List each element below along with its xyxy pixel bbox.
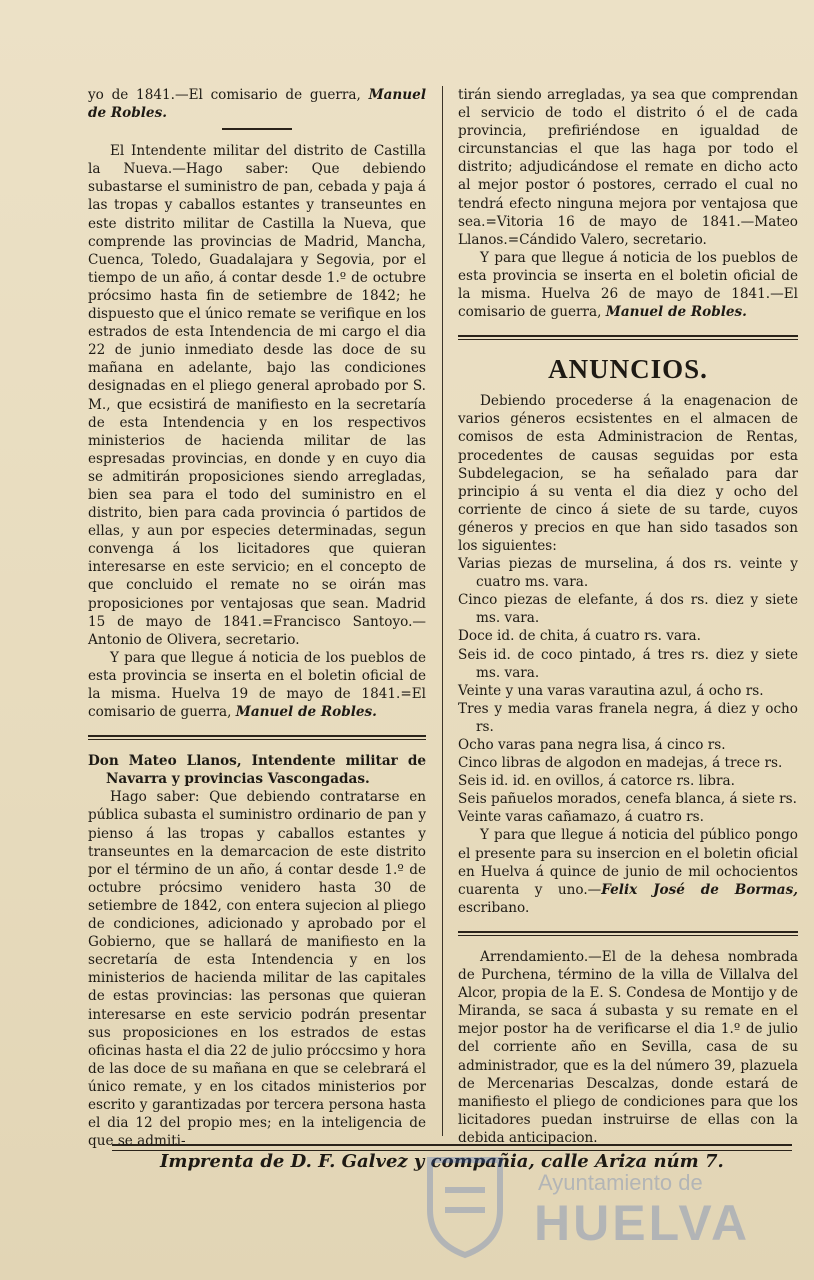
left-notice-title: Don Mateo Llanos, Intendente militar de Navarra y provincias Vascongadas. (88, 753, 426, 788)
right-paragraph-1: tirán siendo arregladas, ya sea que comprendan el servicio de todo el distrito ó el de cada provincia, prefiriéndose en igualdad de circunstancias el que las haga por todo el distrito; adjudicándose el remate en dicho acto al mejor postor ó postores, cerrado el cual no tendrá efecto ninguna mejora por ventajosa que sea.=Vitoria 16 de mayo de 1841.—Mateo Llanos.=Cándido Valero, secretario. (458, 87, 798, 248)
left-paragraph-1: yo de 1841.—El comisario de guerra, Manuel de Robles. (88, 87, 426, 122)
goods-item: Seis id. de coco pintado, á tres rs. diez y siete ms. vara. (458, 646, 798, 681)
goods-item: Seis pañuelos morados, cenefa blanca, á siete rs. (458, 791, 797, 808)
column-rule (442, 86, 443, 1136)
left-paragraph-2: El Intendente militar del distrito de Castilla la Nueva.—Hago saber: Que debiendo subastarse el suministro de pan, cebada y paja á las tropas y caballos estantes y transeuntes en este distrito militar de Castilla la Nueva, que comprende las provincias de Madrid, Mancha, Cuenca, Toledo, Guadalajara y Segovia, por el tiempo de un año, á contar desde 1.º de octubre prócsimo hasta fin de setiembre de 1842; he dispuesto que el único remate se verifique en los estrados de esta Intendencia de mi cargo el dia 22 de junio inmediato desde las doce de su mañana en adelante, bajo las condiciones designadas en el pliego general aprobado por S. M., que ecsistirá de manifiesto en la secretaría de esta Intendencia y en los respectivos ministerios de hacienda militar de las espresadas provincias, en donde y en cuyo dia se admitirán proposiciones siendo arregladas, bien sea para el todo del suministro en el distrito, bien para cada provincia ó partidos de ellas, y aun por especies determinadas, segun convenga á los licitadores que quieran interesarse en este servicio; en el concepto de que concluido el remate no se oirán mas proposiciones por ventajosas que sean. Madrid 15 de mayo de 1841.=Francisco Santoyo.—Antonio de Olivera, secretario. (88, 143, 426, 648)
goods-item: Cinco piezas de elefante, á dos rs. diez y siete ms. vara. (458, 592, 798, 627)
left-column (88, 86, 426, 1150)
section-divider (88, 735, 426, 740)
goods-item: Doce id. de chita, á cuatro rs. vara. (458, 628, 701, 645)
goods-item: Seis id. id. en ovillos, á catorce rs. libra. (458, 773, 735, 790)
right-paragraph-2: Y para que llegue á noticia de los pueblos de esta provincia se inserta en el boletin oficial de la misma. Huelva 26 de mayo de 1841.—El comisario de guerra, Manuel de Robles. (458, 249, 798, 321)
section-divider (458, 931, 798, 936)
goods-item: Cinco libras de algodon en madejas, á trece rs. (458, 755, 783, 772)
anuncios-heading: ANUNCIOS. (548, 354, 708, 385)
left-paragraph-3: Y para que llegue á noticia de los pueblos de esta provincia se inserta en el boletin oficial de la misma. Huelva 19 de mayo de 1841.=El comisario de guerra, Manuel de Robles. (88, 649, 426, 721)
goods-item: Ocho varas pana negra lisa, á cinco rs. (458, 737, 726, 753)
watermark-line-1: Ayuntamiento de (538, 1170, 703, 1195)
goods-item: Tres y media varas franela negra, á diez y ocho rs. (458, 700, 798, 735)
short-divider (222, 128, 292, 130)
printer-imprint: Imprenta de D. F. Galvez y compañia, calle Ariza núm 7. (160, 1151, 724, 1172)
goods-item: Varias piezas de murselina, á dos rs. veinte y cuatro ms. vara. (458, 556, 798, 591)
goods-item: Veinte y una varas varautina azul, á ocho rs. (458, 682, 764, 699)
section-divider (458, 335, 798, 340)
watermark-line-2: HUELVA (534, 1195, 751, 1251)
goods-list (458, 555, 798, 826)
right-paragraph-3: Debiendo procederse á la enagenacion de varios géneros ecsistentes en el almacen de comisos de esta Administracion de Rentas, procedentes de causas seguidas por esta Subdelegacion, se ha señalado para dar principio á su venta el dia diez y ocho del corriente de cinco á siete de su tarde, cuyos géneros y precios en que han sido tasados son los siguientes: (458, 393, 798, 554)
right-paragraph-5: Arrendamiento.—El de la dehesa nombrada de Purchena, término de la villa de Villalva del Alcor, propia de la E. S. Condesa de Montijo y de Miranda, se saca á subasta y su remate en el mejor postor ha de verificarse el dia 1.º de julio del corriente año en Sevilla, casa de su administrador, que es la del número 39, plazuela de Mercenarias Descalzas, donde estará de manifiesto el pliego de condiciones para que los licitadores puedan instruirse de ellas con la debida anticipacion. (458, 948, 798, 1146)
goods-item: Veinte varas cañamazo, á cuatro rs. (458, 809, 704, 826)
right-column (458, 86, 798, 1147)
right-paragraph-4: Y para que llegue á noticia del público pongo el presente para su insercion en el boletin oficial en Huelva á quince de junio de mil ochocientos cuarenta y uno.—Felix José de Bormas, escribano. (458, 827, 799, 916)
left-paragraph-5: Hago saber: Que debiendo contratarse en pública subasta el suministro ordinario de pan y pienso á las tropas y caballos estantes y transeuntes en la demarcacion de este distrito por el término de un año, á contar desde 1.º de octubre prócsimo venidero hasta 30 de setiembre de 1842, con entera sujecion al pliego de condiciones, adicionado y aprobado por el Gobierno, que se hallará de manifiesto en la secretaría de esta Intendencia y en los ministerios de hacienda militar de las capitales de estas provincias: las personas que quieran interesarse en este servicio podrán presentar sus proposiciones en los estrados de estas oficinas hasta el dia 22 de julio próccsimo y hora de las doce de su mañana en que se celebrará el único remate, y en los citados ministerios por escrito y garantizadas por tercera persona hasta el dia 12 del propio mes; en la inteligencia de que se admiti- (88, 789, 426, 1150)
